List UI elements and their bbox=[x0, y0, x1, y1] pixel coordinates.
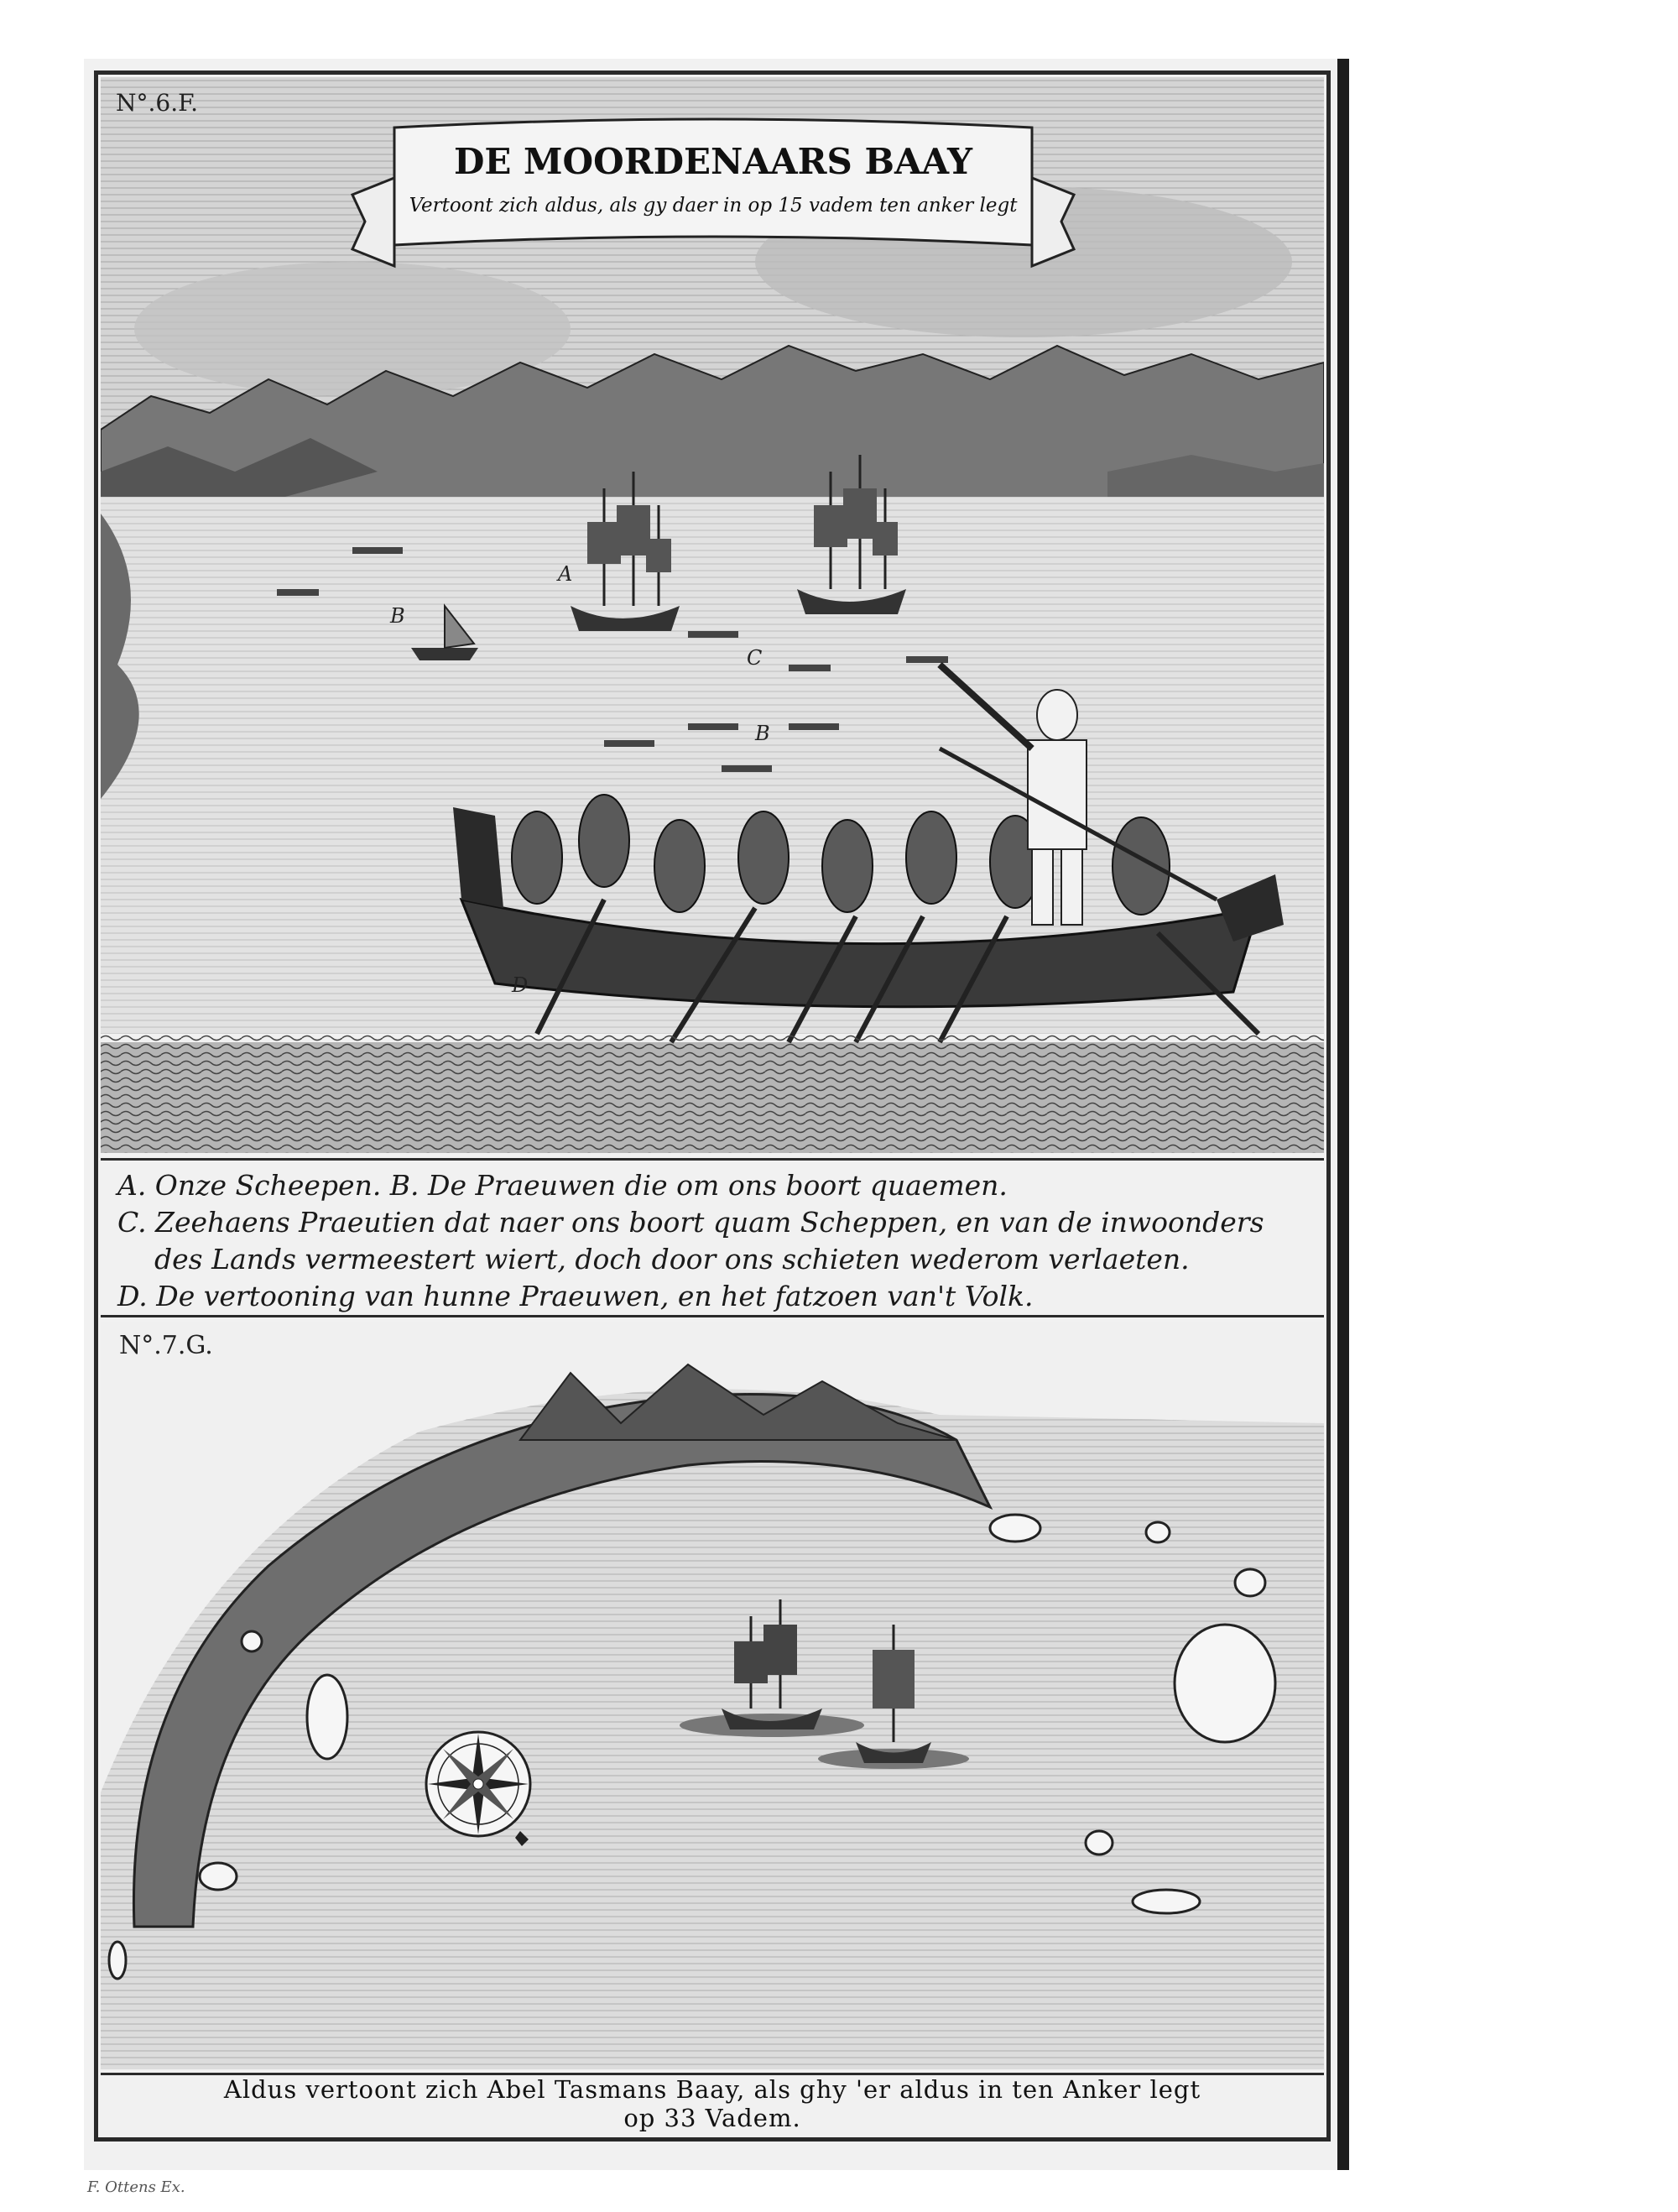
legend-line-2: C. Zeehaens Praeutien dat naer ons boort quam Scheppen, en van de inwoonders bbox=[117, 1206, 1264, 1239]
caption-bottom bbox=[101, 2073, 1324, 2136]
legend-top bbox=[101, 1158, 1324, 1317]
legend-line-3: des Lands vermeestert wiert, doch door ons schieten wederom verlaeten. bbox=[154, 1243, 1190, 1276]
label-c: C bbox=[747, 646, 763, 670]
label-b: B bbox=[390, 604, 405, 628]
engraving-abel-tasmans-baay bbox=[101, 1323, 1324, 2069]
plate-title: DE MOORDENAARS BAAY bbox=[453, 141, 973, 182]
plate-number-top: N°.6.F. bbox=[116, 89, 199, 117]
label-a: A bbox=[558, 562, 573, 586]
engraving-moordenaars-baay bbox=[101, 77, 1324, 1153]
caption-line-2: op 33 Vadem. bbox=[623, 2104, 801, 2132]
label-d: D bbox=[512, 973, 529, 997]
engraving-scene-bottom bbox=[101, 1323, 1324, 2069]
plate-subtitle: Vertoont zich aldus, als gy daer in op 15 vadem ten anker legt bbox=[409, 195, 1018, 217]
legend-line-1: A. Onze Scheepen. B. De Praeuwen die om ons boort quaemen. bbox=[117, 1169, 1008, 1202]
caption-line-1: Aldus vertoont zich Abel Tasmans Baay, als ghy 'er aldus in ten Anker legt bbox=[223, 2075, 1201, 2104]
engraver-signature: F. Ottens Ex. bbox=[87, 2178, 185, 2196]
label-b2: B bbox=[755, 722, 770, 745]
plate-number-bottom: N°.7.G. bbox=[119, 1331, 213, 1360]
engraving-scene-top bbox=[101, 77, 1324, 1153]
legend-line-4: D. De vertooning van hunne Praeuwen, en het fatzoen van't Volk. bbox=[117, 1280, 1034, 1312]
